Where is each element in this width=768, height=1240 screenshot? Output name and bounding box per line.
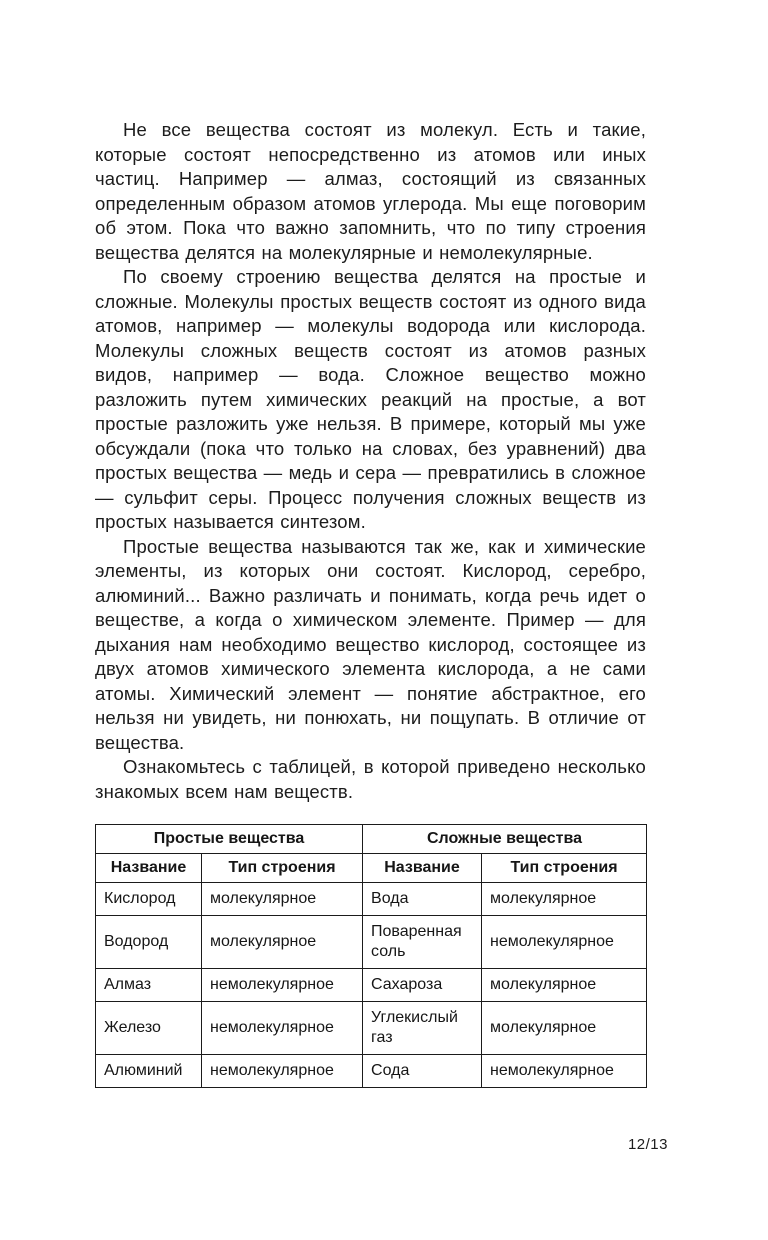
- cell-simple-name: Водород: [96, 916, 202, 969]
- paragraph-table-intro: Ознакомьтесь с таблицей, в которой приведено несколько знакомых всем нам веществ.: [95, 756, 646, 802]
- cell-complex-structure: молекулярное: [482, 883, 647, 916]
- substances-table: [95, 824, 647, 1088]
- paragraph-molecules-intro: Не все вещества состоят из молекул. Есть и такие, которые состоят непосредственно из атомов или иных частиц. Например — алмаз, состоящий из связанных определенным образом атомов углерода. Мы еще поговорим об этом. Пока что важно запомнить, что по типу строения вещества делятся на молекулярные и немолекулярные.: [95, 119, 646, 263]
- cell-simple-name: Алмаз: [96, 969, 202, 1002]
- paragraph-simple-complex: По своему строению вещества делятся на простые и сложные. Молекулы простых веществ состоят из одного вида атомов, например — молекулы водорода или кислорода. Молекулы сложных веществ состоят из атомов разных видов, например — вода. Сложное вещество можно разложить путем химических реакций на простые, а вот простые разложить уже нельзя. В примере, который мы уже обсуждали (пока что только на словах, без уравнений) два простых вещества — медь и сера — превратились в сложное — сульфит серы. Процесс получения сложных веществ из простых называется синтезом.: [95, 266, 646, 532]
- table-column-header-row: [96, 854, 647, 883]
- table-row: [96, 883, 647, 916]
- column-header-structure-complex: Тип строения: [482, 854, 647, 883]
- column-header-name-complex: Название: [363, 854, 482, 883]
- cell-simple-structure: немолекулярное: [202, 969, 363, 1002]
- cell-simple-name: Железо: [96, 1002, 202, 1055]
- cell-complex-name: Углекислый газ: [363, 1002, 482, 1055]
- group-header-simple-substances: Простые вещества: [96, 825, 363, 854]
- cell-complex-structure: немолекулярное: [482, 1055, 647, 1088]
- body-text: [95, 118, 646, 1088]
- page-number: 12/13: [627, 1136, 668, 1153]
- table-row: [96, 916, 647, 969]
- cell-simple-structure: немолекулярное: [202, 1055, 363, 1088]
- cell-complex-structure: молекулярное: [482, 1002, 647, 1055]
- cell-simple-structure: молекулярное: [202, 916, 363, 969]
- table-row: [96, 969, 647, 1002]
- cell-complex-name: Вода: [363, 883, 482, 916]
- cell-complex-name: Сода: [363, 1055, 482, 1088]
- cell-simple-structure: молекулярное: [202, 883, 363, 916]
- cell-simple-structure: немолекулярное: [202, 1002, 363, 1055]
- table-row: [96, 1002, 647, 1055]
- column-header-structure-simple: Тип строения: [202, 854, 363, 883]
- group-header-complex-substances: Сложные вещества: [363, 825, 647, 854]
- table-group-header-row: [96, 825, 647, 854]
- cell-simple-name: Алюминий: [96, 1055, 202, 1088]
- table-row: [96, 1055, 647, 1088]
- cell-complex-structure: немолекулярное: [482, 916, 647, 969]
- cell-complex-name: Сахароза: [363, 969, 482, 1002]
- cell-complex-name: Поваренная соль: [363, 916, 482, 969]
- paragraph-elements-vs-substances: Простые вещества называются так же, как и химические элементы, из которых они состоят. Кислород, серебро, алюминий... Важно различать и понимать, когда речь идет о веществе, а когда о химическом элементе. Пример — для дыхания нам необходимо вещество кислород, состоящее из двух атомов химического элемента кислорода, а не сами атомы. Химический элемент — понятие абстрактное, его нельзя ни увидеть, ни понюхать, ни пощупать. В отличие от вещества.: [95, 535, 646, 753]
- column-header-name-simple: Название: [96, 854, 202, 883]
- cell-simple-name: Кислород: [96, 883, 202, 916]
- cell-complex-structure: молекулярное: [482, 969, 647, 1002]
